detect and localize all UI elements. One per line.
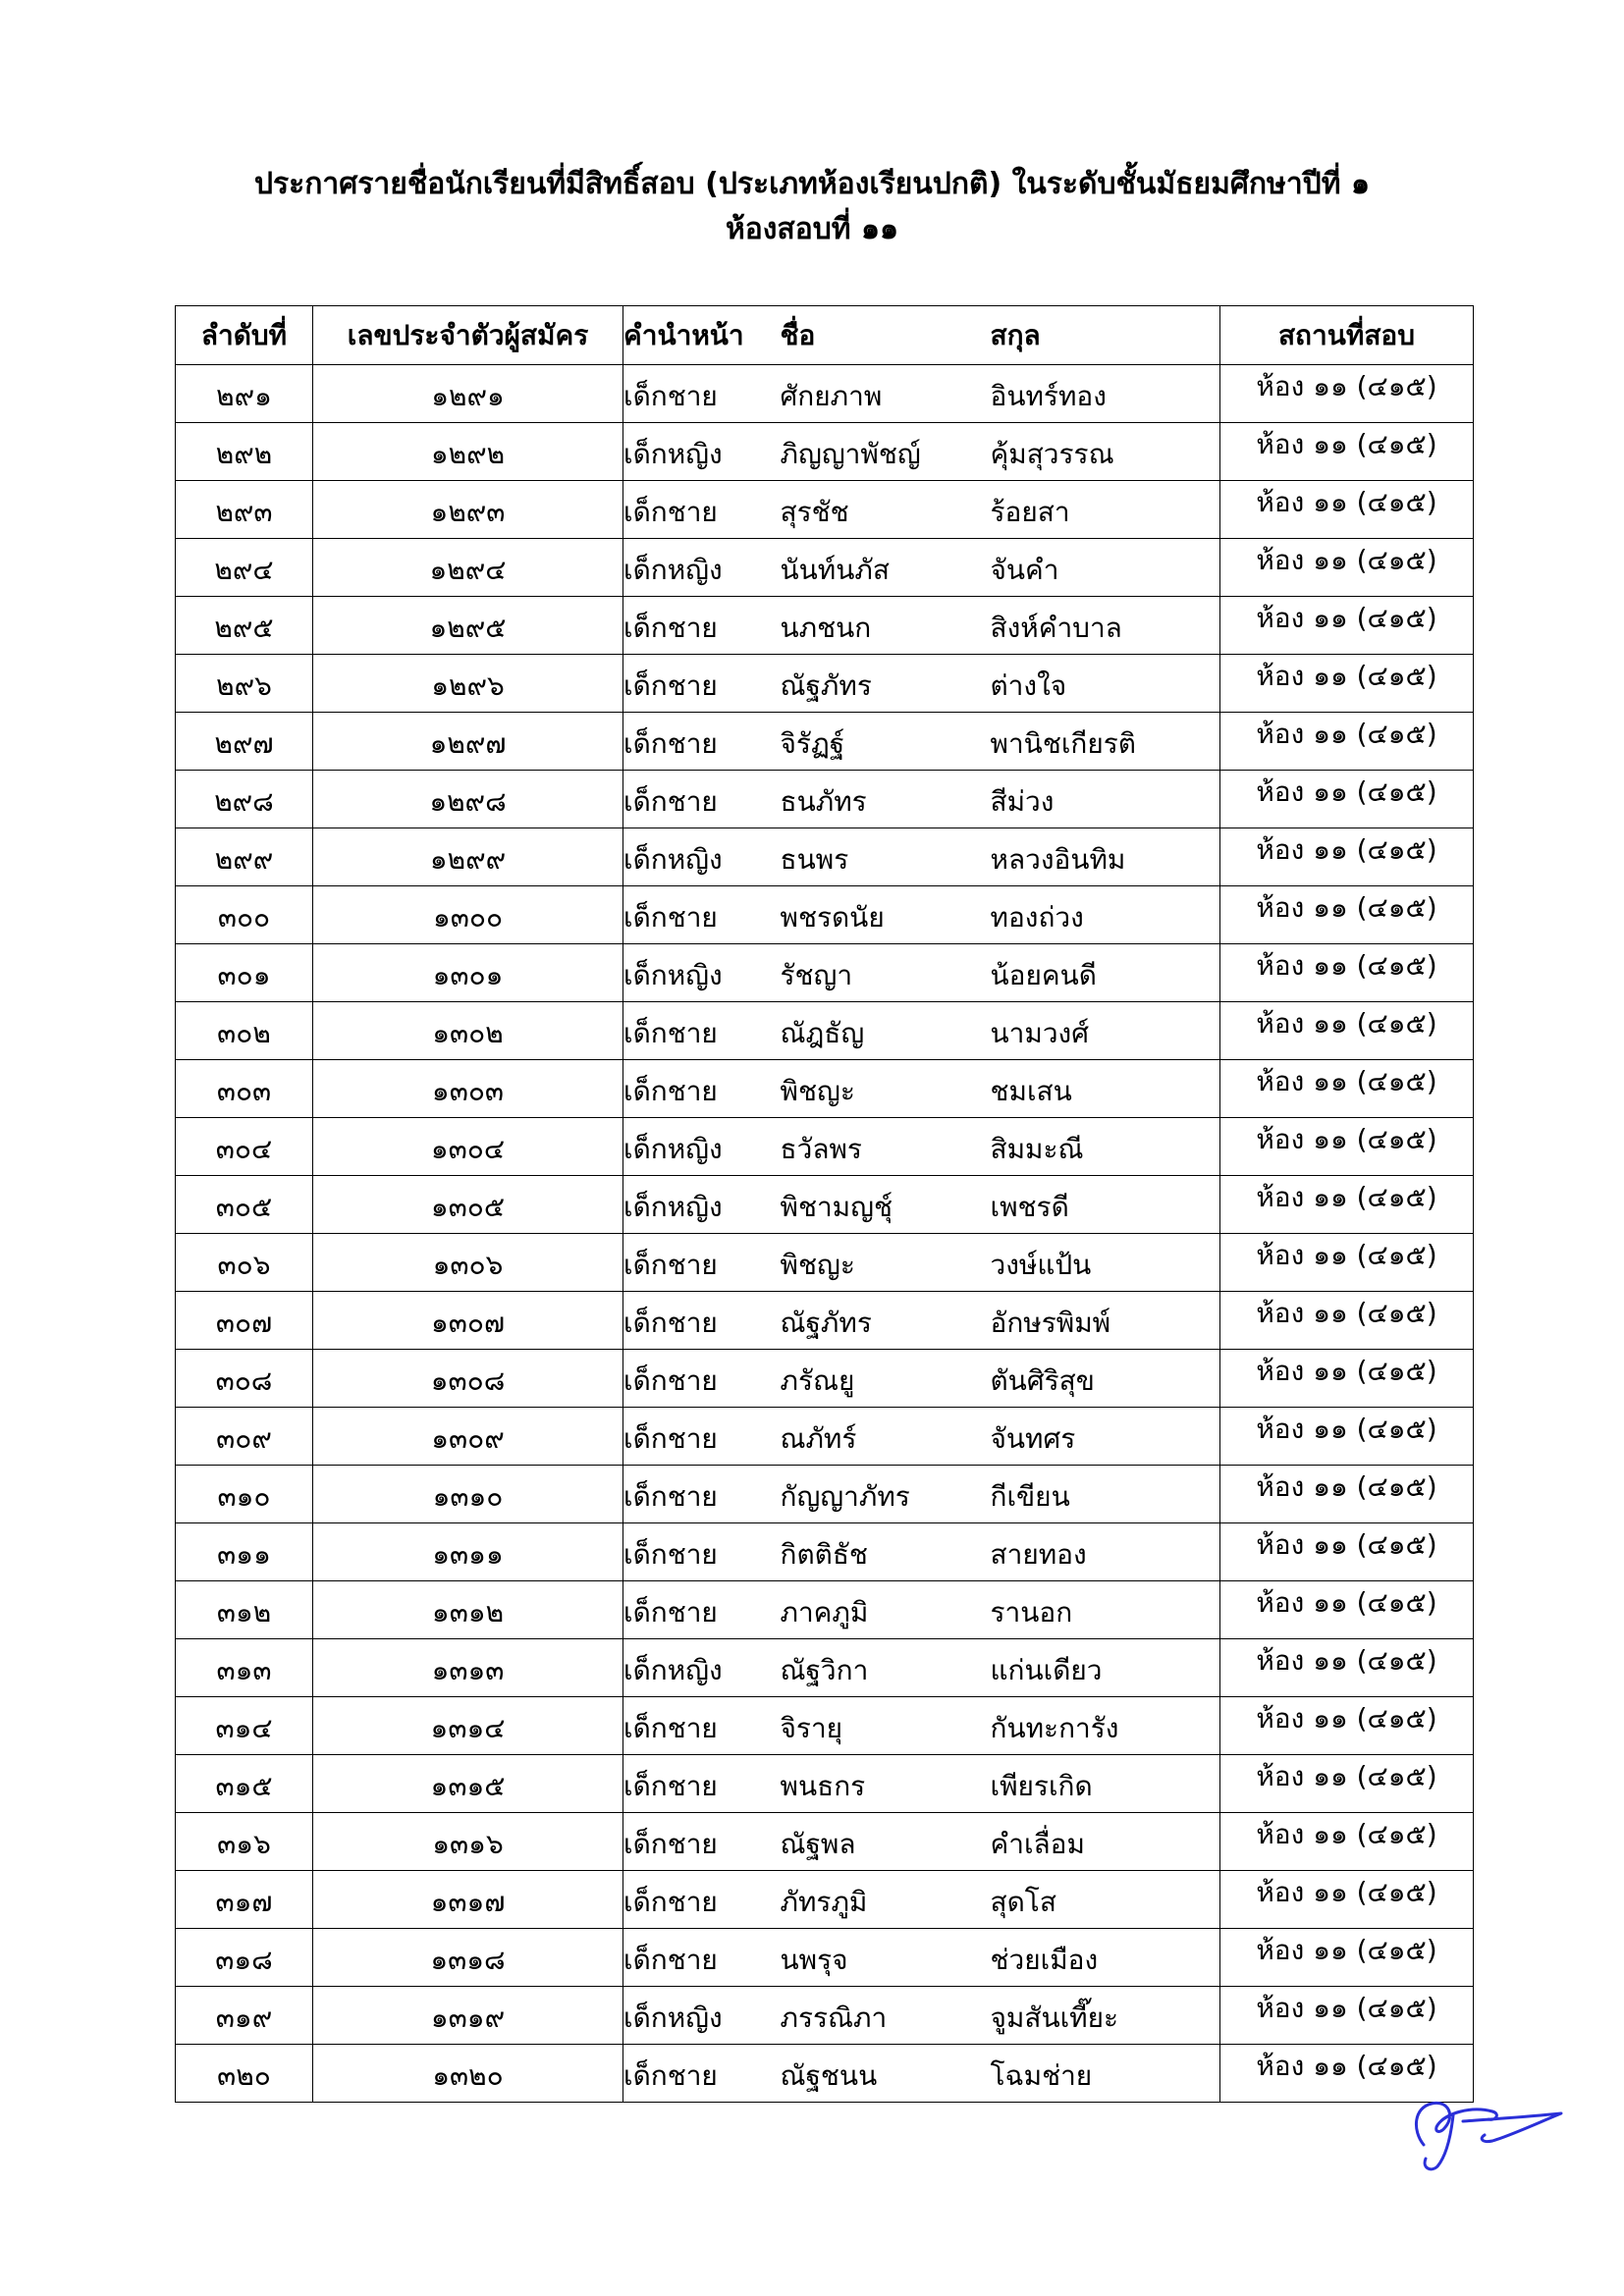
cell-last-name: รานอก [991, 1581, 1220, 1639]
cell-applicant-id: ๑๓๐๘ [313, 1350, 623, 1408]
cell-first-name: ศักยภาพ [781, 365, 991, 423]
cell-no: ๒๙๑ [176, 365, 313, 423]
cell-exam-room: ห้อง ๑๑ (๔๑๕) [1220, 1755, 1474, 1813]
cell-first-name: จิรัฏฐ์ [781, 713, 991, 771]
cell-last-name: ตันศิริสุข [991, 1350, 1220, 1408]
cell-last-name: คุ้มสุวรรณ [991, 423, 1220, 481]
cell-applicant-id: ๑๓๑๗ [313, 1871, 623, 1929]
cell-first-name: นพรุจ [781, 1929, 991, 1987]
cell-prefix: เด็กหญิง [623, 828, 781, 886]
cell-no: ๓๑๓ [176, 1639, 313, 1697]
cell-applicant-id: ๑๓๐๗ [313, 1292, 623, 1350]
table-row [176, 828, 1474, 886]
cell-prefix: เด็กชาย [623, 1929, 781, 1987]
table-row [176, 1581, 1474, 1639]
cell-first-name: ภิญญาพัชญ์ [781, 423, 991, 481]
cell-applicant-id: ๑๓๐๐ [313, 886, 623, 944]
cell-exam-room: ห้อง ๑๑ (๔๑๕) [1220, 1350, 1474, 1408]
cell-exam-room: ห้อง ๑๑ (๔๑๕) [1220, 1234, 1474, 1292]
cell-exam-room: ห้อง ๑๑ (๔๑๕) [1220, 1813, 1474, 1871]
cell-exam-room: ห้อง ๑๑ (๔๑๕) [1220, 1929, 1474, 1987]
cell-applicant-id: ๑๓๐๕ [313, 1176, 623, 1234]
cell-exam-room: ห้อง ๑๑ (๔๑๕) [1220, 481, 1474, 539]
cell-last-name: วงษ์แป้น [991, 1234, 1220, 1292]
cell-first-name: พิชญะ [781, 1234, 991, 1292]
cell-applicant-id: ๑๒๙๙ [313, 828, 623, 886]
student-roster-table [175, 305, 1474, 2103]
cell-prefix: เด็กชาย [623, 1813, 781, 1871]
cell-prefix: เด็กชาย [623, 886, 781, 944]
cell-last-name: จูมสันเที๊ยะ [991, 1987, 1220, 2045]
cell-last-name: สุดโส [991, 1871, 1220, 1929]
cell-applicant-id: ๑๓๑๑ [313, 1523, 623, 1581]
cell-applicant-id: ๑๒๙๒ [313, 423, 623, 481]
cell-no: ๓๐๒ [176, 1002, 313, 1060]
cell-no: ๓๑๖ [176, 1813, 313, 1871]
page-subtitle-exam-room: ห้องสอบที่ ๑๑ [725, 212, 899, 246]
cell-first-name: จิรายุ [781, 1697, 991, 1755]
cell-first-name: กัญญาภัทร [781, 1466, 991, 1523]
table-row [176, 771, 1474, 828]
column-header-prefix: คำนำหน้า [623, 306, 781, 365]
cell-no: ๓๑๕ [176, 1755, 313, 1813]
cell-prefix: เด็กชาย [623, 1350, 781, 1408]
cell-applicant-id: ๑๓๐๔ [313, 1118, 623, 1176]
table-row [176, 1060, 1474, 1118]
cell-first-name: รัชญา [781, 944, 991, 1002]
cell-last-name: ช่วยเมือง [991, 1929, 1220, 1987]
column-header-no: ลำดับที่ [176, 306, 313, 365]
cell-no: ๓๑๔ [176, 1697, 313, 1755]
cell-last-name: กันทะการัง [991, 1697, 1220, 1755]
cell-last-name: ต่างใจ [991, 655, 1220, 713]
table-body [176, 365, 1474, 2103]
cell-exam-room: ห้อง ๑๑ (๔๑๕) [1220, 771, 1474, 828]
page-title: ประกาศรายชื่อนักเรียนที่มีสิทธิ์สอบ (ประเภทห้องเรียนปกติ) ในระดับชั้นมัธยมศึกษาปีที่ ๑ [253, 167, 1370, 201]
cell-last-name: ชมเสน [991, 1060, 1220, 1118]
cell-last-name: น้อยคนดี [991, 944, 1220, 1002]
cell-prefix: เด็กชาย [623, 365, 781, 423]
cell-last-name: สายทอง [991, 1523, 1220, 1581]
cell-no: ๓๐๓ [176, 1060, 313, 1118]
cell-prefix: เด็กชาย [623, 2045, 781, 2103]
cell-first-name: พชรดนัย [781, 886, 991, 944]
cell-applicant-id: ๑๒๙๗ [313, 713, 623, 771]
cell-exam-room: ห้อง ๑๑ (๔๑๕) [1220, 1176, 1474, 1234]
cell-last-name: เพียรเกิด [991, 1755, 1220, 1813]
cell-prefix: เด็กชาย [623, 655, 781, 713]
cell-no: ๓๑๑ [176, 1523, 313, 1581]
cell-applicant-id: ๑๓๑๙ [313, 1987, 623, 2045]
cell-prefix: เด็กชาย [623, 481, 781, 539]
cell-first-name: พิชามญชุ์ [781, 1176, 991, 1234]
cell-no: ๓๐๗ [176, 1292, 313, 1350]
cell-applicant-id: ๑๒๙๘ [313, 771, 623, 828]
cell-applicant-id: ๑๓๐๓ [313, 1060, 623, 1118]
cell-prefix: เด็กชาย [623, 1466, 781, 1523]
cell-prefix: เด็กหญิง [623, 423, 781, 481]
cell-applicant-id: ๑๒๙๑ [313, 365, 623, 423]
cell-last-name: โฉมช่าย [991, 2045, 1220, 2103]
cell-prefix: เด็กชาย [623, 771, 781, 828]
table-row [176, 886, 1474, 944]
cell-first-name: ณัฐชนน [781, 2045, 991, 2103]
cell-no: ๒๙๖ [176, 655, 313, 713]
cell-prefix: เด็กหญิง [623, 1639, 781, 1697]
table-row [176, 655, 1474, 713]
cell-first-name: ธนพร [781, 828, 991, 886]
cell-no: ๓๐๖ [176, 1234, 313, 1292]
cell-prefix: เด็กชาย [623, 713, 781, 771]
cell-no: ๓๐๔ [176, 1118, 313, 1176]
column-header-exam-room: สถานที่สอบ [1220, 306, 1474, 365]
signature-mark [1394, 2086, 1571, 2174]
cell-first-name: ณภัทร์ [781, 1408, 991, 1466]
cell-prefix: เด็กหญิง [623, 944, 781, 1002]
cell-applicant-id: ๑๓๑๒ [313, 1581, 623, 1639]
cell-first-name: ภรรณิภา [781, 1987, 991, 2045]
column-header-first-name: ชื่อ [781, 306, 991, 365]
cell-first-name: ธวัลพร [781, 1118, 991, 1176]
table-row [176, 1523, 1474, 1581]
cell-applicant-id: ๑๓๐๖ [313, 1234, 623, 1292]
cell-exam-room: ห้อง ๑๑ (๔๑๕) [1220, 1292, 1474, 1350]
table-row [176, 481, 1474, 539]
cell-prefix: เด็กชาย [623, 1002, 781, 1060]
cell-prefix: เด็กชาย [623, 1234, 781, 1292]
cell-exam-room: ห้อง ๑๑ (๔๑๕) [1220, 1987, 1474, 2045]
cell-exam-room: ห้อง ๑๑ (๔๑๕) [1220, 1118, 1474, 1176]
cell-applicant-id: ๑๒๙๔ [313, 539, 623, 597]
cell-prefix: เด็กหญิง [623, 1987, 781, 2045]
cell-exam-room: ห้อง ๑๑ (๔๑๕) [1220, 2045, 1474, 2103]
cell-applicant-id: ๑๓๒๐ [313, 2045, 623, 2103]
cell-last-name: พานิชเกียรติ [991, 713, 1220, 771]
cell-last-name: นามวงศ์ [991, 1002, 1220, 1060]
table-row [176, 1350, 1474, 1408]
cell-exam-room: ห้อง ๑๑ (๔๑๕) [1220, 423, 1474, 481]
cell-exam-room: ห้อง ๑๑ (๔๑๕) [1220, 1408, 1474, 1466]
cell-no: ๓๑๙ [176, 1987, 313, 2045]
cell-no: ๓๑๐ [176, 1466, 313, 1523]
cell-applicant-id: ๑๒๙๓ [313, 481, 623, 539]
cell-last-name: สีม่วง [991, 771, 1220, 828]
cell-last-name: แก่นเดียว [991, 1639, 1220, 1697]
cell-first-name: กิตติธัช [781, 1523, 991, 1581]
cell-applicant-id: ๑๓๑๕ [313, 1755, 623, 1813]
cell-last-name: หลวงอินทิม [991, 828, 1220, 886]
table-row [176, 1813, 1474, 1871]
table-row [176, 1292, 1474, 1350]
table-row [176, 1176, 1474, 1234]
cell-applicant-id: ๑๓๐๙ [313, 1408, 623, 1466]
table-row [176, 1697, 1474, 1755]
cell-exam-room: ห้อง ๑๑ (๔๑๕) [1220, 655, 1474, 713]
cell-first-name: พิชญะ [781, 1060, 991, 1118]
cell-last-name: อักษรพิมพ์ [991, 1292, 1220, 1350]
cell-prefix: เด็กชาย [623, 597, 781, 655]
cell-no: ๒๙๗ [176, 713, 313, 771]
cell-applicant-id: ๑๓๑๐ [313, 1466, 623, 1523]
cell-exam-room: ห้อง ๑๑ (๔๑๕) [1220, 1639, 1474, 1697]
cell-prefix: เด็กชาย [623, 1581, 781, 1639]
cell-exam-room: ห้อง ๑๑ (๔๑๕) [1220, 1523, 1474, 1581]
cell-first-name: นันท์นภัส [781, 539, 991, 597]
cell-no: ๓๐๐ [176, 886, 313, 944]
cell-exam-room: ห้อง ๑๑ (๔๑๕) [1220, 365, 1474, 423]
cell-no: ๒๙๘ [176, 771, 313, 828]
table-row [176, 1755, 1474, 1813]
table-row [176, 713, 1474, 771]
cell-applicant-id: ๑๓๐๑ [313, 944, 623, 1002]
cell-applicant-id: ๑๓๐๒ [313, 1002, 623, 1060]
cell-no: ๒๙๔ [176, 539, 313, 597]
cell-first-name: ณัฎธัญ [781, 1002, 991, 1060]
cell-exam-room: ห้อง ๑๑ (๔๑๕) [1220, 1871, 1474, 1929]
cell-exam-room: ห้อง ๑๑ (๔๑๕) [1220, 1466, 1474, 1523]
table-row [176, 1002, 1474, 1060]
cell-exam-room: ห้อง ๑๑ (๔๑๕) [1220, 597, 1474, 655]
cell-last-name: ร้อยสา [991, 481, 1220, 539]
cell-last-name: อินทร์ทอง [991, 365, 1220, 423]
table-row [176, 1466, 1474, 1523]
cell-first-name: ภัทรภูมิ [781, 1871, 991, 1929]
table-row [176, 1118, 1474, 1176]
cell-prefix: เด็กชาย [623, 1292, 781, 1350]
table-row [176, 1234, 1474, 1292]
cell-no: ๓๐๙ [176, 1408, 313, 1466]
cell-last-name: คำเลื่อม [991, 1813, 1220, 1871]
cell-applicant-id: ๑๓๑๓ [313, 1639, 623, 1697]
cell-no: ๓๐๑ [176, 944, 313, 1002]
cell-first-name: ณัฐพล [781, 1813, 991, 1871]
cell-exam-room: ห้อง ๑๑ (๔๑๕) [1220, 1060, 1474, 1118]
table-row [176, 423, 1474, 481]
table-row [176, 597, 1474, 655]
table-row [176, 1987, 1474, 2045]
cell-last-name: เพชรดี [991, 1176, 1220, 1234]
table-header-row [176, 306, 1474, 365]
cell-last-name: ทองถ่วง [991, 886, 1220, 944]
cell-last-name: สิมมะณี [991, 1118, 1220, 1176]
cell-prefix: เด็กชาย [623, 1755, 781, 1813]
cell-exam-room: ห้อง ๑๑ (๔๑๕) [1220, 539, 1474, 597]
cell-exam-room: ห้อง ๑๑ (๔๑๕) [1220, 1002, 1474, 1060]
cell-prefix: เด็กหญิง [623, 1176, 781, 1234]
cell-last-name: จันคำ [991, 539, 1220, 597]
table-row [176, 1639, 1474, 1697]
cell-first-name: ณัฐภัทร [781, 1292, 991, 1350]
cell-exam-room: ห้อง ๑๑ (๔๑๕) [1220, 886, 1474, 944]
cell-no: ๒๙๕ [176, 597, 313, 655]
cell-last-name: กีเขียน [991, 1466, 1220, 1523]
cell-first-name: ณัฐวิกา [781, 1639, 991, 1697]
cell-no: ๓๒๐ [176, 2045, 313, 2103]
cell-first-name: ธนภัทร [781, 771, 991, 828]
cell-no: ๓๐๘ [176, 1350, 313, 1408]
cell-first-name: สุรชัช [781, 481, 991, 539]
cell-no: ๒๙๒ [176, 423, 313, 481]
cell-exam-room: ห้อง ๑๑ (๔๑๕) [1220, 828, 1474, 886]
cell-last-name: จันทศร [991, 1408, 1220, 1466]
cell-first-name: ณัฐภัทร [781, 655, 991, 713]
cell-first-name: นภชนก [781, 597, 991, 655]
cell-prefix: เด็กชาย [623, 1871, 781, 1929]
table-row [176, 944, 1474, 1002]
cell-no: ๓๑๒ [176, 1581, 313, 1639]
cell-prefix: เด็กหญิง [623, 1118, 781, 1176]
cell-no: ๒๙๓ [176, 481, 313, 539]
cell-exam-room: ห้อง ๑๑ (๔๑๕) [1220, 944, 1474, 1002]
table-row [176, 365, 1474, 423]
cell-exam-room: ห้อง ๑๑ (๔๑๕) [1220, 713, 1474, 771]
cell-no: ๓๑๘ [176, 1929, 313, 1987]
cell-exam-room: ห้อง ๑๑ (๔๑๕) [1220, 1581, 1474, 1639]
column-header-applicant-id: เลขประจำตัวผู้สมัคร [313, 306, 623, 365]
table-row [176, 539, 1474, 597]
cell-prefix: เด็กชาย [623, 1408, 781, 1466]
cell-applicant-id: ๑๒๙๕ [313, 597, 623, 655]
cell-applicant-id: ๑๓๑๘ [313, 1929, 623, 1987]
cell-applicant-id: ๑๓๑๖ [313, 1813, 623, 1871]
cell-no: ๓๑๗ [176, 1871, 313, 1929]
table-row [176, 2045, 1474, 2103]
table-row [176, 1408, 1474, 1466]
cell-prefix: เด็กชาย [623, 1523, 781, 1581]
cell-no: ๒๙๙ [176, 828, 313, 886]
table-row [176, 1929, 1474, 1987]
cell-first-name: ภาคภูมิ [781, 1581, 991, 1639]
cell-prefix: เด็กหญิง [623, 539, 781, 597]
cell-first-name: ภรัณยู [781, 1350, 991, 1408]
cell-exam-room: ห้อง ๑๑ (๔๑๕) [1220, 1697, 1474, 1755]
table-row [176, 1871, 1474, 1929]
cell-prefix: เด็กชาย [623, 1697, 781, 1755]
column-header-last-name: สกุล [991, 306, 1220, 365]
cell-last-name: สิงห์คำบาล [991, 597, 1220, 655]
cell-first-name: พนธกร [781, 1755, 991, 1813]
cell-no: ๓๐๕ [176, 1176, 313, 1234]
cell-prefix: เด็กชาย [623, 1060, 781, 1118]
cell-applicant-id: ๑๒๙๖ [313, 655, 623, 713]
cell-applicant-id: ๑๓๑๔ [313, 1697, 623, 1755]
